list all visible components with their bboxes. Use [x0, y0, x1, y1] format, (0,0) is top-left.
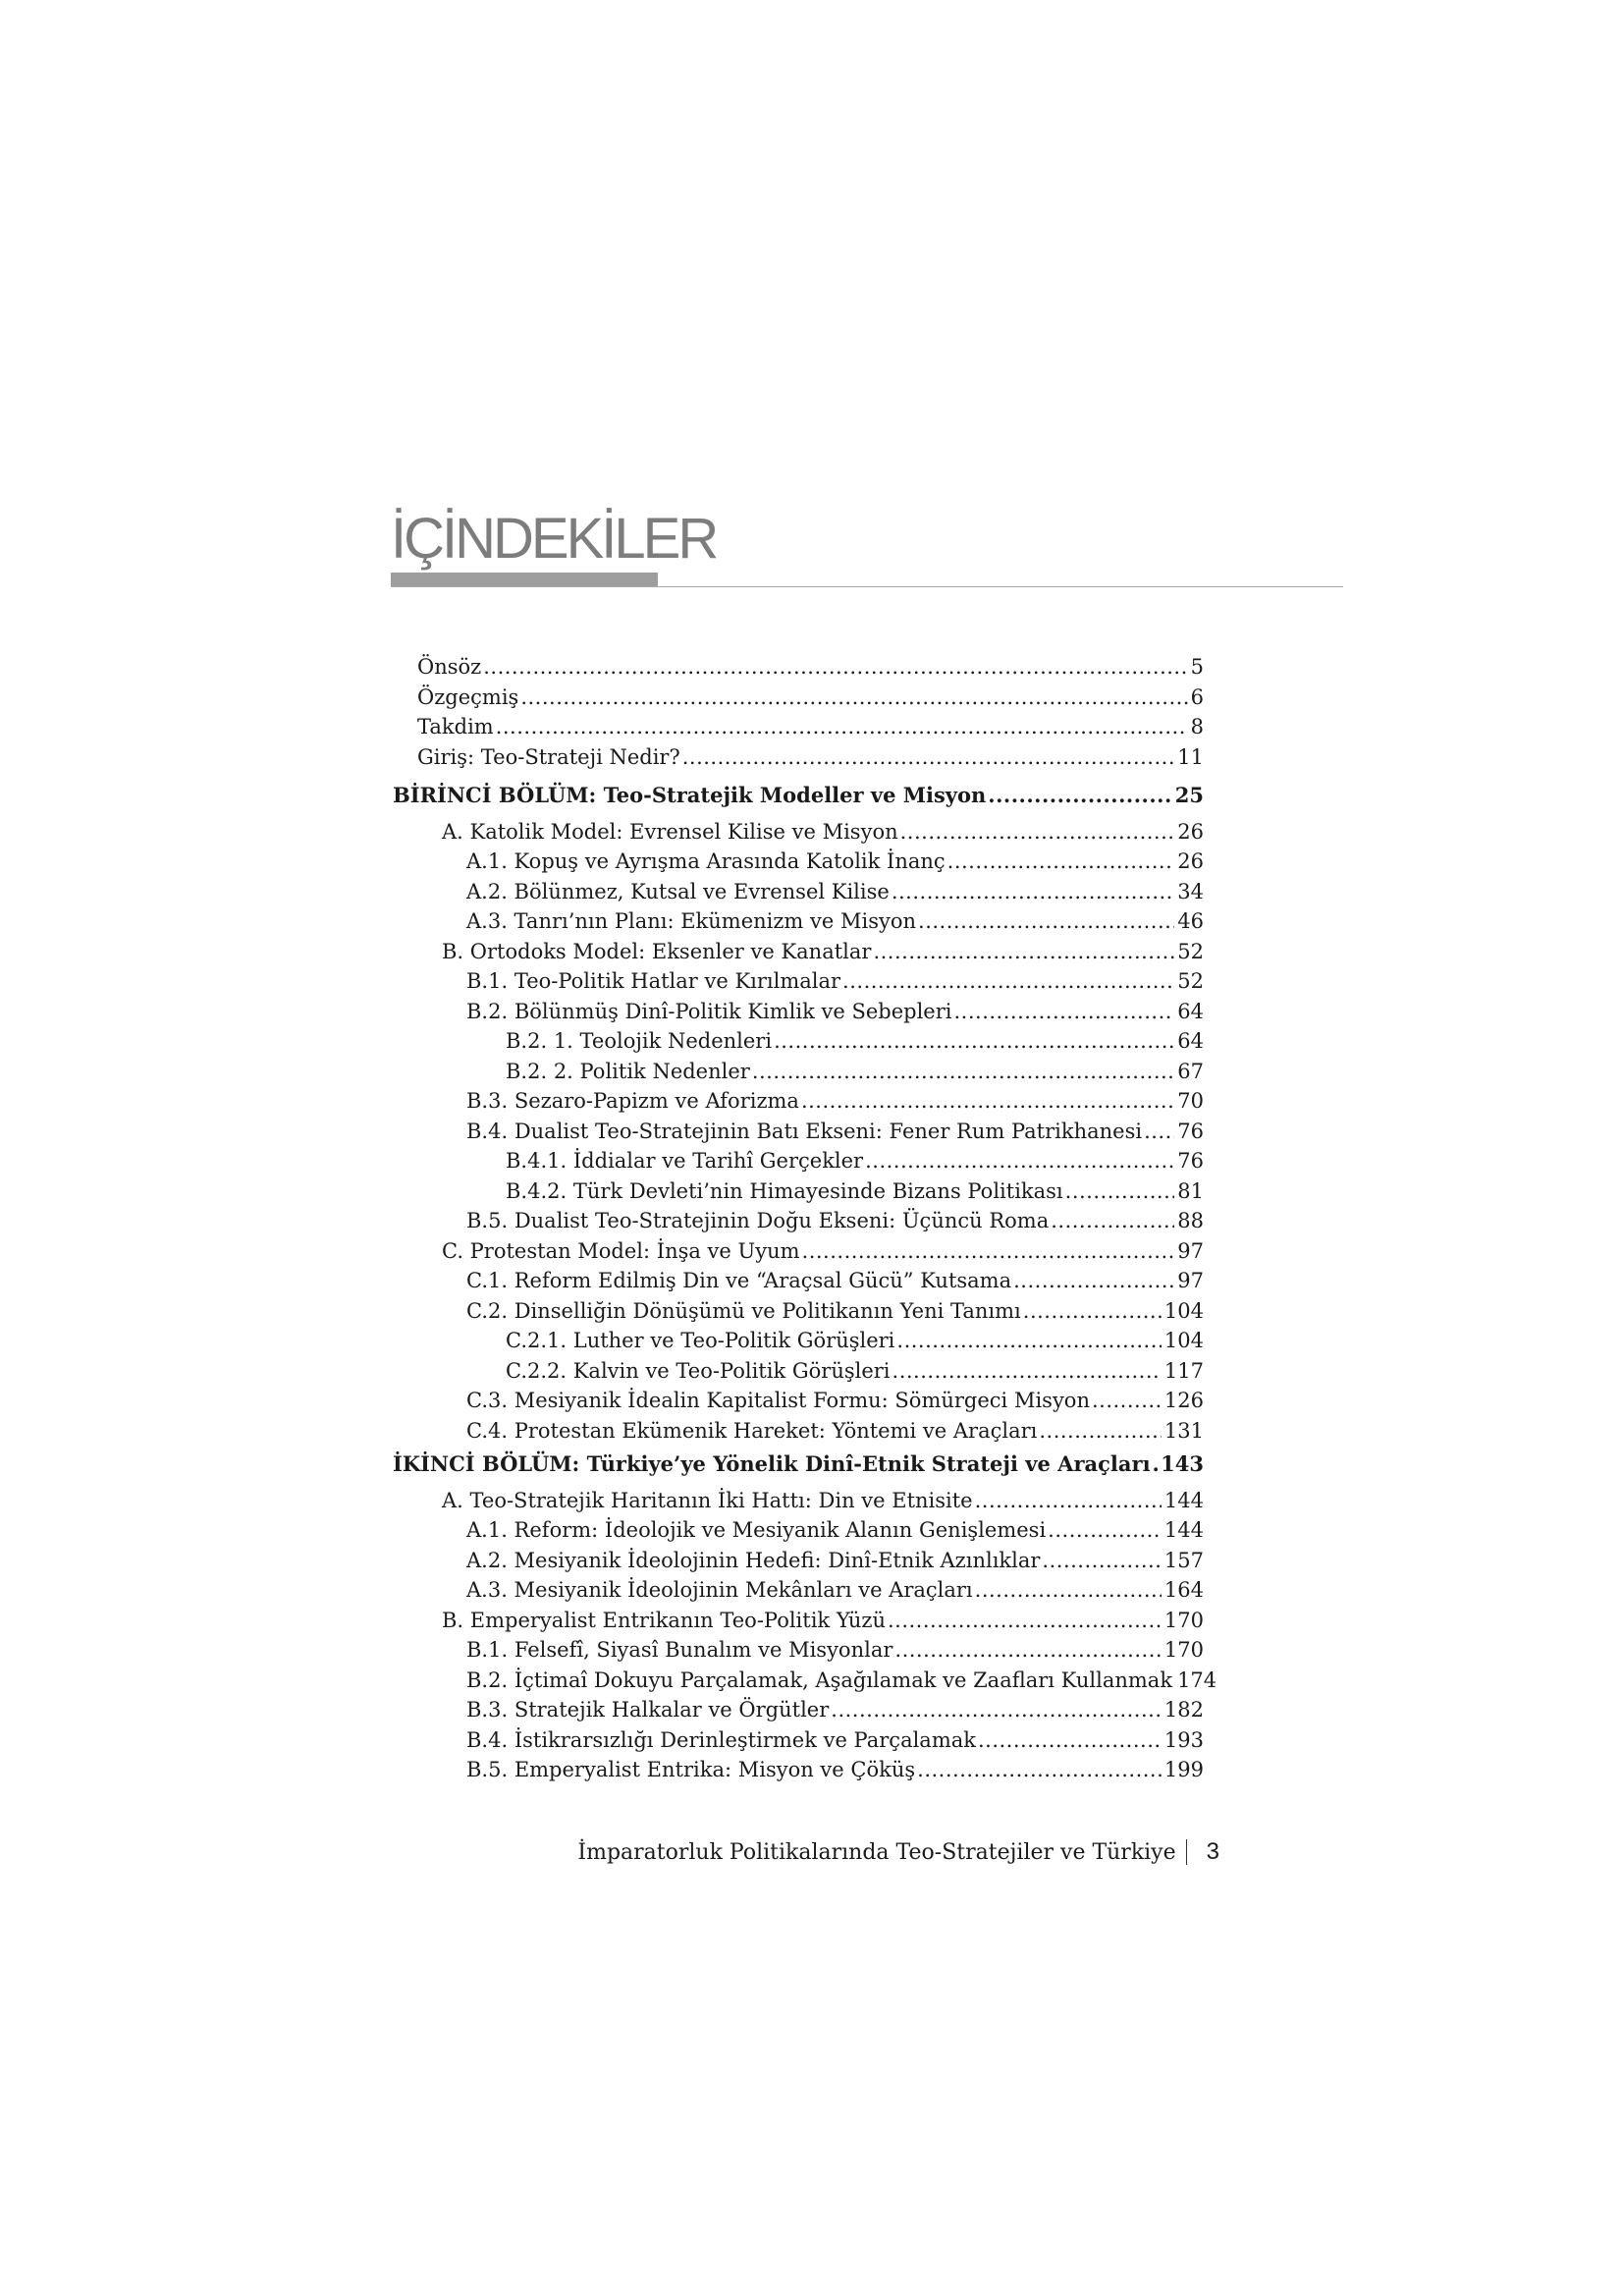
toc-entry-page-number: 182 [1163, 1698, 1204, 1722]
toc-entry-page-number: 64 [1177, 999, 1204, 1023]
toc-dot-leader [496, 712, 1188, 742]
toc-dot-leader [520, 683, 1187, 713]
toc-entry-page-number: 104 [1163, 1329, 1204, 1352]
toc-entry-title: Giriş: Teo-Strateji Nedir? [417, 744, 680, 769]
footer-book-title: İmparatorluk Politikalarında Teo-Stratejiler ve Türkiye [577, 1839, 1176, 1865]
toc-entry-page-number: 6 [1190, 684, 1204, 709]
toc-entry-title: C.4. Protestan Ekümenik Hareket: Yöntemi ve Araçları [466, 1418, 1038, 1443]
toc-entry[interactable] [393, 1725, 1204, 1756]
toc-entry-page-number: 170 [1163, 1638, 1204, 1662]
toc-entry-page-number: 26 [1177, 849, 1204, 873]
toc-entry-title: B.3. Stratejik Halkalar ve Örgütler [466, 1698, 830, 1722]
toc-entry-page-number: 34 [1177, 879, 1204, 903]
toc-entry-title: A.3. Tanrı’nın Planı: Ekümenizm ve Misyon [466, 909, 917, 933]
toc-entry[interactable] [393, 997, 1204, 1027]
toc-entry-title: B. Emperyalist Entrikanın Teo-Politik Yüzü [442, 1608, 886, 1632]
toc-dot-leader [1042, 1546, 1161, 1576]
toc-dot-leader [975, 1575, 1162, 1606]
toc-entry[interactable] [393, 1635, 1204, 1666]
toc-entry[interactable] [393, 742, 1204, 773]
toc-entry[interactable] [393, 1236, 1204, 1267]
toc-dot-leader [896, 1326, 1162, 1356]
toc-entry[interactable] [393, 683, 1204, 713]
toc-entry[interactable] [393, 937, 1204, 967]
toc-entry-page-number: 70 [1177, 1089, 1204, 1113]
toc-entry-page-number: 8 [1190, 715, 1204, 738]
toc-entry[interactable] [393, 1695, 1204, 1725]
toc-entry[interactable] [393, 1086, 1204, 1117]
toc-entry-page-number: 193 [1163, 1727, 1204, 1752]
toc-dot-leader [918, 906, 1174, 937]
toc-entry-title: A.2. Bölünmez, Kutsal ve Evrensel Kilise [466, 879, 890, 903]
toc-entry-page-number: 5 [1190, 655, 1204, 679]
toc-entry[interactable] [393, 817, 1204, 847]
toc-entry[interactable] [393, 1606, 1204, 1636]
toc-entry-title: C. Protestan Model: İnşa ve Uyum [442, 1238, 800, 1263]
toc-dot-leader [900, 817, 1175, 847]
toc-entry-title: B.4.1. İddialar ve Tarihî Gerçekler [506, 1149, 864, 1173]
toc-chapter-heading[interactable] [393, 781, 1204, 811]
toc-entry[interactable] [393, 1057, 1204, 1087]
toc-entry-title: B.4. İstikrarsızlığı Derinleştirmek ve Parçalamak [466, 1727, 976, 1752]
toc-entry-title: C.2. Dinselliğin Dönüşümü ve Politikanın Yeni Tanımı [466, 1298, 1021, 1323]
page-title: İÇİNDEKİLER [391, 507, 717, 571]
toc-entry[interactable] [393, 712, 1204, 742]
toc-entry-page-number: 46 [1177, 909, 1204, 933]
toc-dot-leader [682, 742, 1175, 773]
toc-entry-page-number: 199 [1163, 1758, 1204, 1781]
toc-entry[interactable] [393, 1575, 1204, 1606]
toc-dot-leader [947, 847, 1175, 877]
toc-entry-title: C.2.2. Kalvin ve Teo-Politik Görüşleri [506, 1358, 891, 1383]
toc-entry[interactable] [393, 1117, 1204, 1147]
toc-entry[interactable] [393, 652, 1204, 683]
toc-dot-leader [888, 1606, 1162, 1636]
toc-entry[interactable] [393, 1486, 1204, 1516]
footer-page-number: 3 [1206, 1838, 1219, 1865]
toc-entry-page-number: 52 [1177, 939, 1204, 963]
toc-entry-title: A.2. Mesiyanik İdeolojinin Hedefi: Dinî-Etnik Azınlıklar [466, 1548, 1041, 1572]
toc-dot-leader [873, 937, 1174, 967]
toc-entry-page-number: 52 [1177, 969, 1204, 993]
toc-dot-leader [1153, 1449, 1159, 1480]
toc-entry-page-number: 76 [1177, 1149, 1204, 1173]
toc-entry[interactable] [393, 1755, 1204, 1785]
toc-entry-title: A. Katolik Model: Evrensel Kilise ve Misyon [442, 819, 898, 844]
toc-entry-page-number: 64 [1177, 1029, 1204, 1053]
toc-dot-leader [978, 1725, 1162, 1756]
toc-entry[interactable] [393, 1206, 1204, 1236]
toc-chapter-heading[interactable] [393, 1449, 1204, 1480]
toc-entry-title: B.2. İçtimaî Dokuyu Parçalamak, Aşağılamak ve Zaafları Kullanmak [466, 1667, 1173, 1692]
toc-entry[interactable] [393, 1356, 1204, 1387]
page-footer [538, 1838, 1219, 1866]
toc-entry-title: A. Teo-Stratejik Haritanın İki Hattı: Din ve Etnisite [442, 1488, 973, 1512]
toc-entry-page-number: 97 [1177, 1238, 1204, 1263]
toc-dot-leader [1144, 1117, 1174, 1147]
toc-entry[interactable] [393, 1146, 1204, 1176]
toc-entry[interactable] [393, 1666, 1217, 1696]
toc-entry[interactable] [393, 1386, 1204, 1416]
toc-dot-leader [483, 652, 1187, 683]
toc-dot-leader [865, 1146, 1174, 1176]
toc-entry-title: B.1. Felsefî, Siyasî Bunalım ve Misyonlar [466, 1638, 893, 1662]
toc-entry-title: Özgeçmiş [417, 684, 519, 709]
toc-entry-page-number: 26 [1177, 819, 1204, 844]
toc-entry-page-number: 97 [1177, 1269, 1204, 1292]
table-of-contents [393, 652, 1217, 1785]
toc-entry-page-number: 144 [1163, 1488, 1204, 1512]
toc-entry-title: B.4.2. Türk Devleti’nin Himayesinde Bizans Politikası [506, 1178, 1063, 1203]
toc-entry-page-number: 25 [1174, 783, 1204, 807]
toc-entry[interactable] [393, 1176, 1204, 1207]
toc-entry-title: A.1. Reform: İdeolojik ve Mesiyanik Alanın Genişlemesi [466, 1518, 1047, 1542]
toc-dot-leader [954, 997, 1175, 1027]
toc-dot-leader [917, 1755, 1162, 1785]
toc-entry-page-number: 157 [1163, 1548, 1204, 1572]
toc-dot-leader [752, 1057, 1174, 1087]
toc-entry[interactable] [393, 1515, 1204, 1546]
toc-entry-title: B.5. Emperyalist Entrika: Misyon ve Çöküş [466, 1758, 916, 1781]
toc-dot-leader [1051, 1206, 1174, 1236]
toc-dot-leader [1013, 1266, 1174, 1296]
toc-dot-leader [1065, 1176, 1175, 1207]
toc-entry-title: B.2. 2. Politik Nedenler [506, 1059, 750, 1083]
toc-dot-leader [988, 781, 1171, 811]
toc-dot-leader [802, 1236, 1175, 1267]
toc-entry-title: B.4. Dualist Teo-Stratejinin Batı Ekseni: Fener Rum Patrikhanesi [466, 1119, 1143, 1143]
toc-dot-leader [892, 1356, 1162, 1387]
toc-dot-leader [1039, 1416, 1162, 1447]
footer-separator [1186, 1839, 1187, 1865]
toc-entry[interactable] [393, 966, 1204, 997]
toc-entry-title: B.5. Dualist Teo-Stratejinin Doğu Ekseni: Üçüncü Roma [466, 1209, 1050, 1232]
toc-entry-page-number: 144 [1163, 1518, 1204, 1542]
toc-dot-leader [774, 1026, 1174, 1057]
toc-entry-title: B.2. Bölünmüş Dinî-Politik Kimlik ve Sebepleri [466, 999, 952, 1023]
toc-entry-page-number: 126 [1163, 1389, 1204, 1412]
toc-entry-page-number: 11 [1177, 744, 1204, 769]
toc-entry[interactable] [393, 1326, 1204, 1356]
toc-dot-leader [892, 877, 1174, 907]
toc-entry-page-number: 81 [1177, 1178, 1204, 1203]
toc-entry-title: B.3. Sezaro-Papizm ve Aforizma [466, 1089, 799, 1113]
toc-entry-page-number: 117 [1163, 1358, 1204, 1383]
toc-dot-leader [894, 1635, 1162, 1666]
toc-entry-title: A.3. Mesiyanik İdeolojinin Mekânları ve Araçları [466, 1578, 973, 1602]
toc-entry-page-number: 76 [1177, 1119, 1204, 1143]
toc-entry[interactable] [393, 1546, 1204, 1576]
toc-entry-title: BİRİNCİ BÖLÜM: Teo-Stratejik Modeller ve Misyon [393, 783, 987, 807]
toc-entry-title: C.1. Reform Edilmiş Din ve “Araçsal Gücü” Kutsama [466, 1269, 1012, 1292]
toc-entry-page-number: 67 [1177, 1059, 1204, 1083]
toc-entry-title: C.3. Mesiyanik İdealin Kapitalist Formu: Sömürgeci Misyon [466, 1389, 1090, 1412]
toc-entry[interactable] [393, 847, 1204, 877]
toc-entry[interactable] [393, 877, 1204, 907]
toc-dot-leader [1092, 1386, 1162, 1416]
toc-entry[interactable] [393, 1266, 1204, 1296]
toc-entry-page-number: 131 [1163, 1418, 1204, 1443]
toc-entry-page-number: 88 [1177, 1209, 1204, 1232]
toc-entry-page-number: 143 [1161, 1451, 1204, 1476]
toc-entry-title: A.1. Kopuş ve Ayrışma Arasında Katolik İnanç [466, 849, 946, 873]
toc-entry-page-number: 164 [1163, 1578, 1204, 1602]
toc-entry[interactable] [393, 906, 1204, 937]
toc-entry-title: Önsöz [417, 655, 482, 679]
toc-entry-page-number: 104 [1163, 1298, 1204, 1323]
toc-entry[interactable] [393, 1026, 1204, 1057]
toc-entry-page-number: 170 [1163, 1608, 1204, 1632]
toc-dot-leader [975, 1486, 1162, 1516]
toc-entry[interactable] [393, 1416, 1204, 1447]
toc-dot-leader [1048, 1515, 1162, 1546]
toc-dot-leader [1023, 1296, 1162, 1327]
toc-entry-title: B. Ortodoks Model: Eksenler ve Kanatlar [442, 939, 872, 963]
toc-dot-leader [831, 1695, 1162, 1725]
toc-entry-title: C.2.1. Luther ve Teo-Politik Görüşleri [506, 1329, 895, 1352]
toc-entry-title: Takdim [417, 715, 494, 738]
toc-entry-title: B.1. Teo-Politik Hatlar ve Kırılmalar [466, 969, 841, 993]
toc-entry-title: B.2. 1. Teolojik Nedenleri [506, 1029, 773, 1053]
toc-entry[interactable] [393, 1296, 1204, 1327]
heading-accent-bar [391, 573, 658, 586]
toc-entry-title: İKİNCİ BÖLÜM: Türkiye’ye Yönelik Dinî-Etnik Strateji ve Araçları [393, 1451, 1151, 1476]
heading-divider [391, 586, 1343, 587]
toc-dot-leader [801, 1086, 1174, 1117]
toc-dot-leader [842, 966, 1174, 997]
toc-entry-page-number: 174 [1177, 1667, 1217, 1692]
